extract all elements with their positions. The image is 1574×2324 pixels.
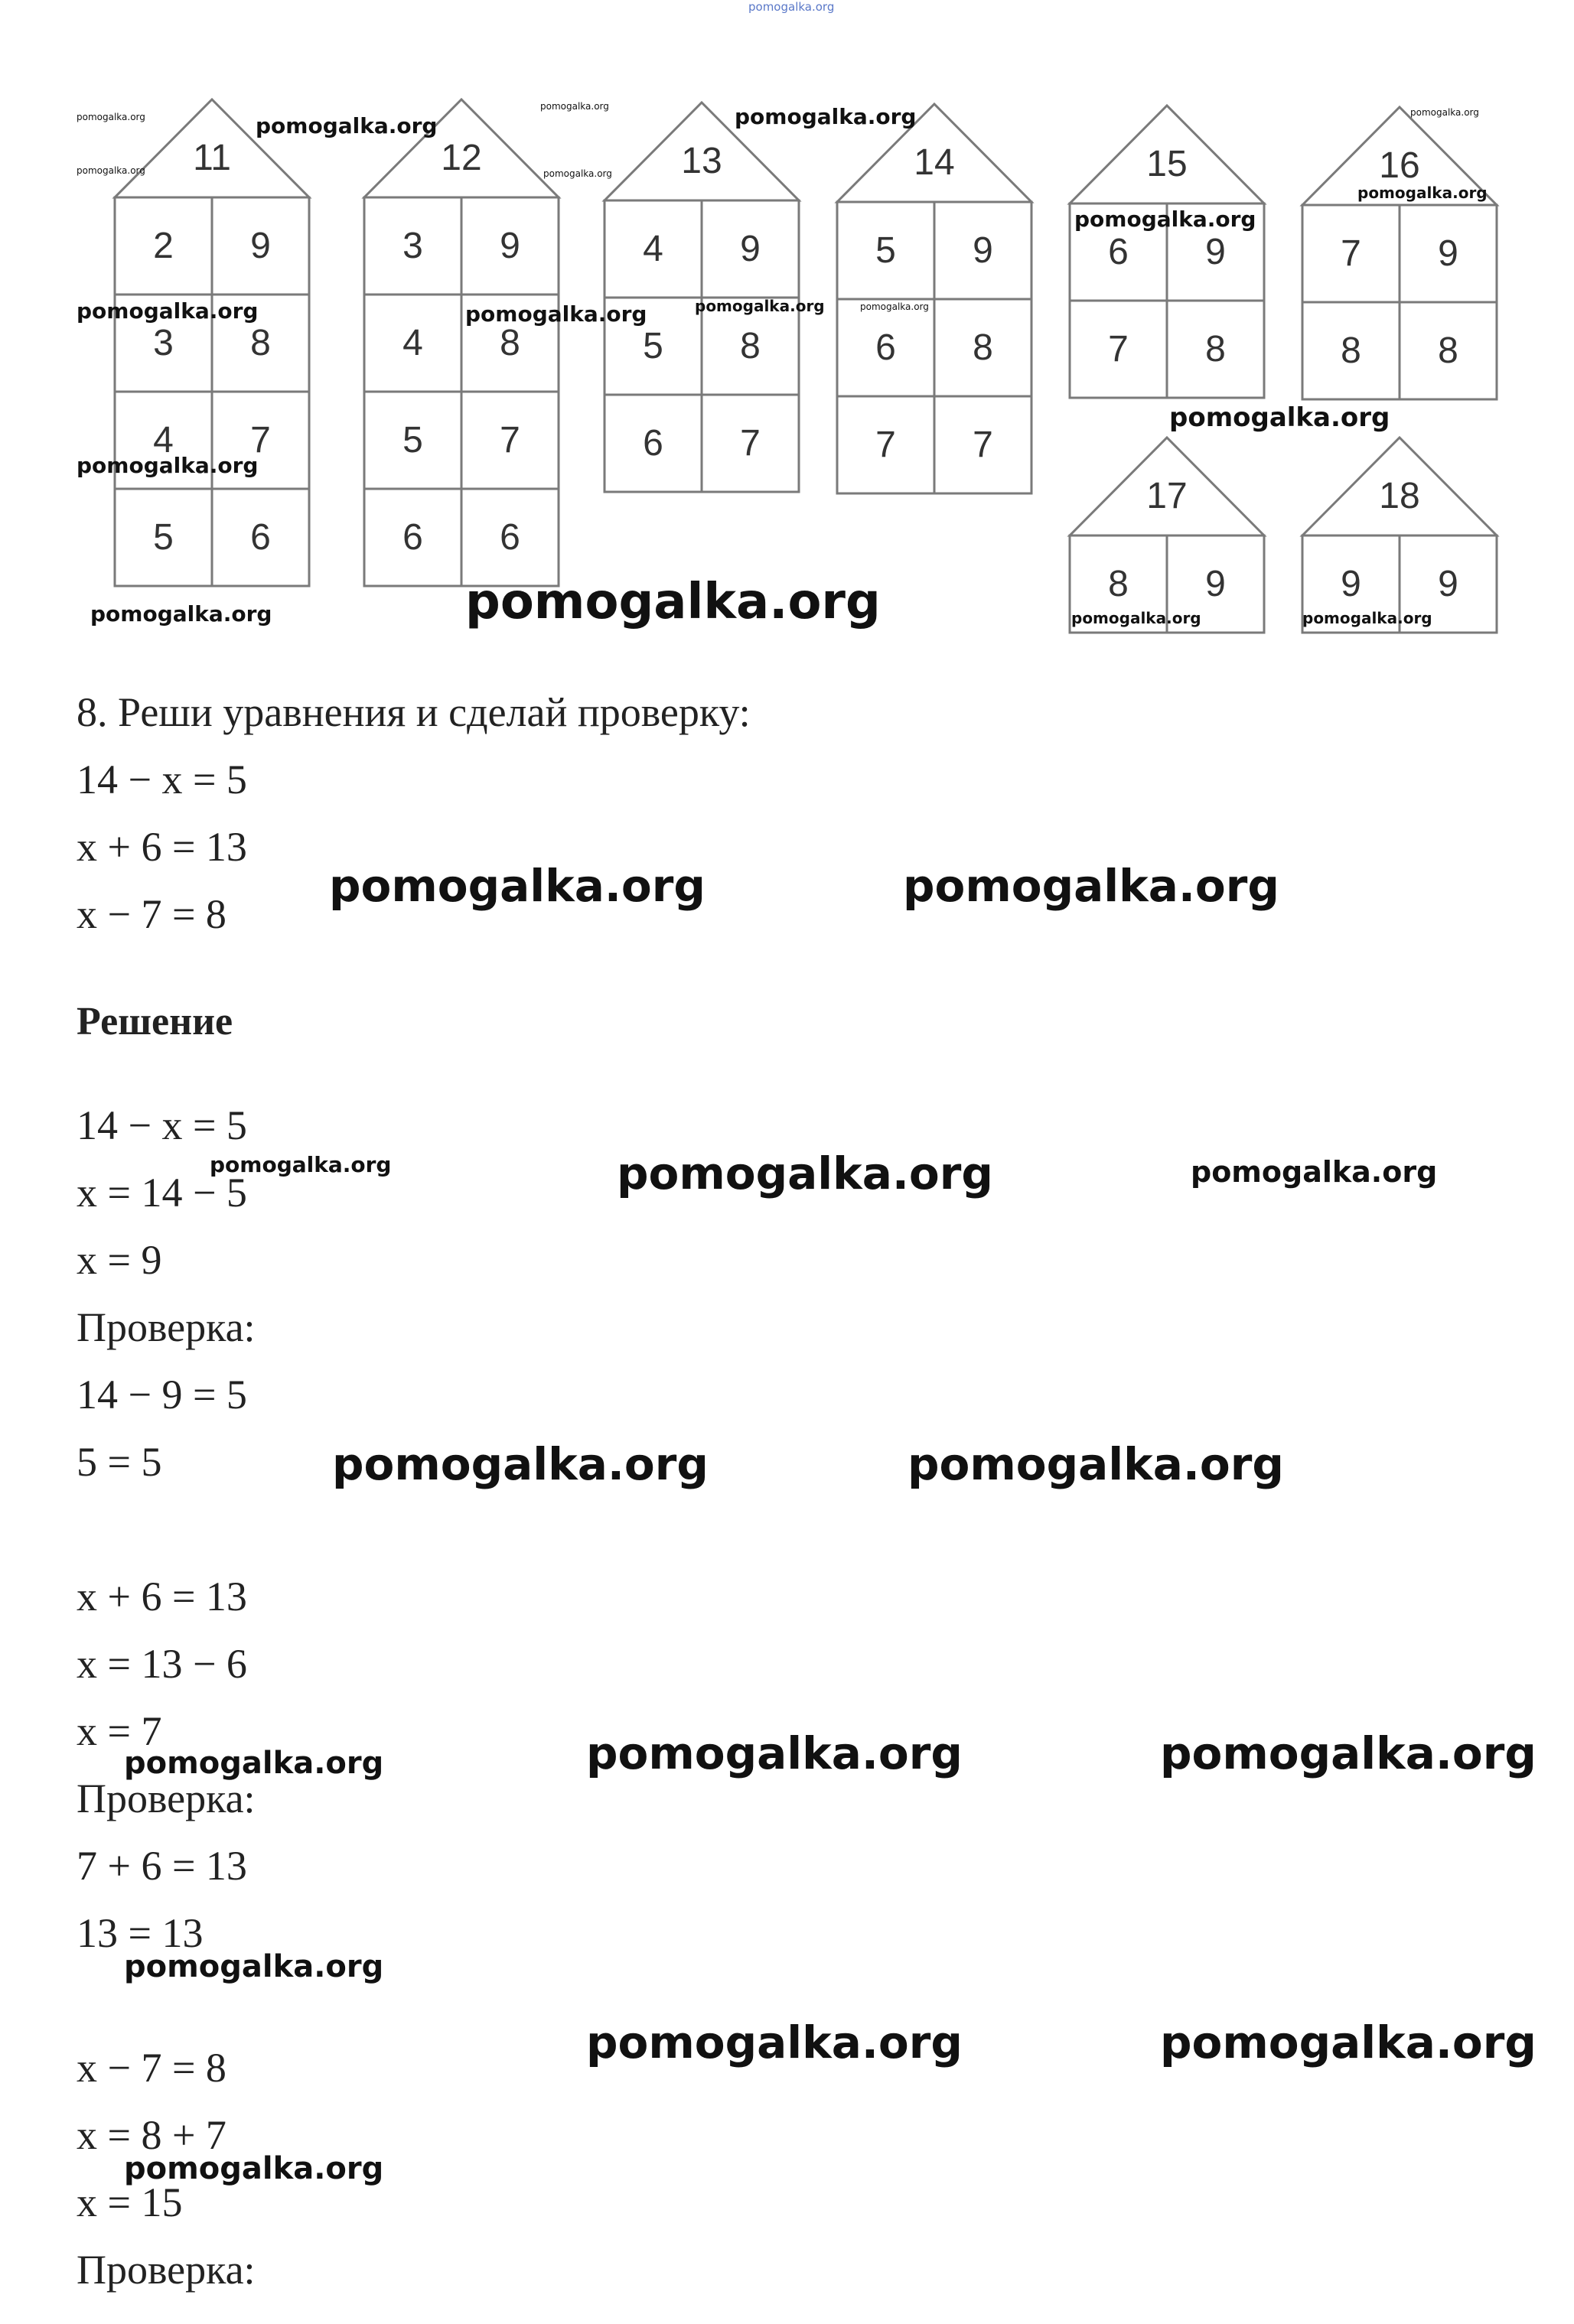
watermark: pomogalka.org	[695, 297, 825, 315]
watermark: pomogalka.org	[332, 1438, 709, 1490]
solution-line: x = 15	[77, 2179, 183, 2225]
watermark: pomogalka.org	[1074, 207, 1256, 232]
house-cell: 9	[1205, 564, 1226, 604]
watermark: pomogalka.org	[77, 165, 145, 176]
solution-line: 13 = 13	[77, 1910, 204, 1956]
house-cell: 9	[250, 226, 271, 266]
watermark: pomogalka.org	[124, 1746, 384, 1781]
watermark: pomogalka.org	[1191, 1155, 1438, 1189]
number-house	[1302, 438, 1497, 633]
house-cell: 6	[402, 517, 423, 558]
house-cell: 4	[402, 323, 423, 363]
solution-line: 7 + 6 = 13	[77, 1843, 247, 1889]
house-cell: 9	[1341, 564, 1361, 604]
house-cell: 8	[1341, 330, 1361, 371]
watermark: pomogalka.org	[1160, 1727, 1537, 1779]
watermark: pomogalka.org	[329, 860, 706, 912]
watermark: pomogalka.org	[77, 453, 259, 478]
house-cell: 8	[1205, 329, 1226, 369]
house-cell: 7	[250, 420, 271, 461]
house-cell: 7	[875, 425, 896, 465]
watermark: pomogalka.org	[908, 1438, 1284, 1490]
house-cell: 7	[973, 425, 993, 465]
watermark: pomogalka.org	[1071, 609, 1201, 627]
house-number: 13	[681, 140, 722, 181]
solution-line: x − 7 = 8	[77, 2045, 226, 2091]
task-title: 8. Реши уравнения и сделай проверку:	[77, 689, 751, 735]
solution-line: x = 14 − 5	[77, 1170, 247, 1216]
watermark: pomogalka.org	[465, 301, 647, 327]
house-cell: 6	[500, 517, 520, 558]
watermark: pomogalka.org	[540, 101, 609, 112]
house-cell: 3	[402, 226, 423, 266]
house-cell: 4	[643, 229, 663, 269]
house-number: 18	[1379, 475, 1420, 516]
watermark: pomogalka.org	[124, 2151, 384, 2186]
house-cell: 9	[1205, 232, 1226, 272]
watermark: pomogalka.org	[903, 860, 1279, 912]
number-house	[1070, 106, 1264, 398]
house-cell: 7	[740, 423, 761, 464]
watermark: pomogalka.org	[748, 0, 835, 14]
solution-line: Проверка:	[77, 1776, 256, 1821]
solution-line: x = 8 + 7	[77, 2112, 226, 2158]
watermark: pomogalka.org	[77, 112, 145, 122]
house-cell: 8	[1438, 330, 1458, 371]
watermark: pomogalka.org	[1357, 184, 1488, 202]
watermark: pomogalka.org	[124, 1949, 384, 1984]
house-number: 16	[1379, 145, 1420, 186]
watermark: pomogalka.org	[210, 1152, 392, 1177]
watermark: pomogalka.org	[256, 113, 438, 138]
house-cell: 8	[1108, 564, 1129, 604]
house-cell: 7	[1341, 233, 1361, 274]
house-cell: 5	[875, 230, 896, 271]
solution-line: x + 6 = 13	[77, 1574, 247, 1619]
watermark: pomogalka.org	[1160, 2016, 1537, 2068]
house-cell: 9	[1438, 233, 1458, 274]
number-house	[837, 104, 1031, 493]
house-cell: 7	[500, 420, 520, 461]
house-cell: 3	[153, 323, 174, 363]
watermark: pomogalka.org	[90, 601, 272, 627]
house-cell: 8	[250, 323, 271, 363]
house-cell: 4	[153, 420, 174, 461]
solution-line: x = 7	[77, 1708, 162, 1754]
number-house	[1070, 438, 1264, 633]
solution-heading: Решение	[77, 1000, 233, 1043]
house-cell: 6	[643, 423, 663, 464]
task-equation-2: x + 6 = 13	[77, 824, 247, 870]
house-cell: 8	[740, 326, 761, 366]
house-cell: 5	[153, 517, 174, 558]
house-cell: 2	[153, 226, 174, 266]
house-cell: 9	[1438, 564, 1458, 604]
house-number: 11	[193, 137, 231, 178]
solution-line: x = 13 − 6	[77, 1641, 247, 1687]
house-number: 14	[914, 142, 955, 183]
solution-line: 5 = 5	[77, 1439, 162, 1485]
solution-line: 14 − x = 5	[77, 1102, 247, 1148]
solution-line: Проверка:	[77, 1304, 256, 1350]
house-number: 12	[441, 137, 482, 178]
house-cell: 6	[250, 517, 271, 558]
house-cell: 8	[973, 327, 993, 368]
watermark: pomogalka.org	[860, 301, 929, 312]
watermark: pomogalka.org	[1302, 609, 1432, 627]
house-cell: 8	[500, 323, 520, 363]
watermark: pomogalka.org	[465, 574, 881, 630]
watermark: pomogalka.org	[617, 1147, 993, 1199]
watermark: pomogalka.org	[77, 298, 259, 324]
house-cell: 9	[740, 229, 761, 269]
house-cell: 6	[1108, 232, 1129, 272]
house-cell: 7	[1108, 329, 1129, 369]
watermark: pomogalka.org	[586, 1727, 963, 1779]
task-equation-1: 14 − x = 5	[77, 757, 247, 802]
task-equation-3: x − 7 = 8	[77, 891, 226, 937]
watermark: pomogalka.org	[543, 168, 612, 179]
watermark: pomogalka.org	[586, 2016, 963, 2068]
watermark: pomogalka.org	[1169, 402, 1390, 433]
house-cell: 6	[875, 327, 896, 368]
house-cell: 5	[402, 420, 423, 461]
solution-line: 14 − 9 = 5	[77, 1372, 247, 1418]
house-number: 15	[1146, 143, 1188, 184]
house-cell: 9	[500, 226, 520, 266]
watermark: pomogalka.org	[1410, 107, 1479, 118]
watermark: pomogalka.org	[735, 104, 917, 129]
number-house	[1302, 107, 1497, 399]
house-number: 17	[1146, 475, 1188, 516]
solution-line: x = 9	[77, 1237, 162, 1283]
solution-line: Проверка:	[77, 2247, 256, 2293]
number-house	[364, 99, 559, 586]
house-cell: 9	[973, 230, 993, 271]
house-cell: 5	[643, 326, 663, 366]
